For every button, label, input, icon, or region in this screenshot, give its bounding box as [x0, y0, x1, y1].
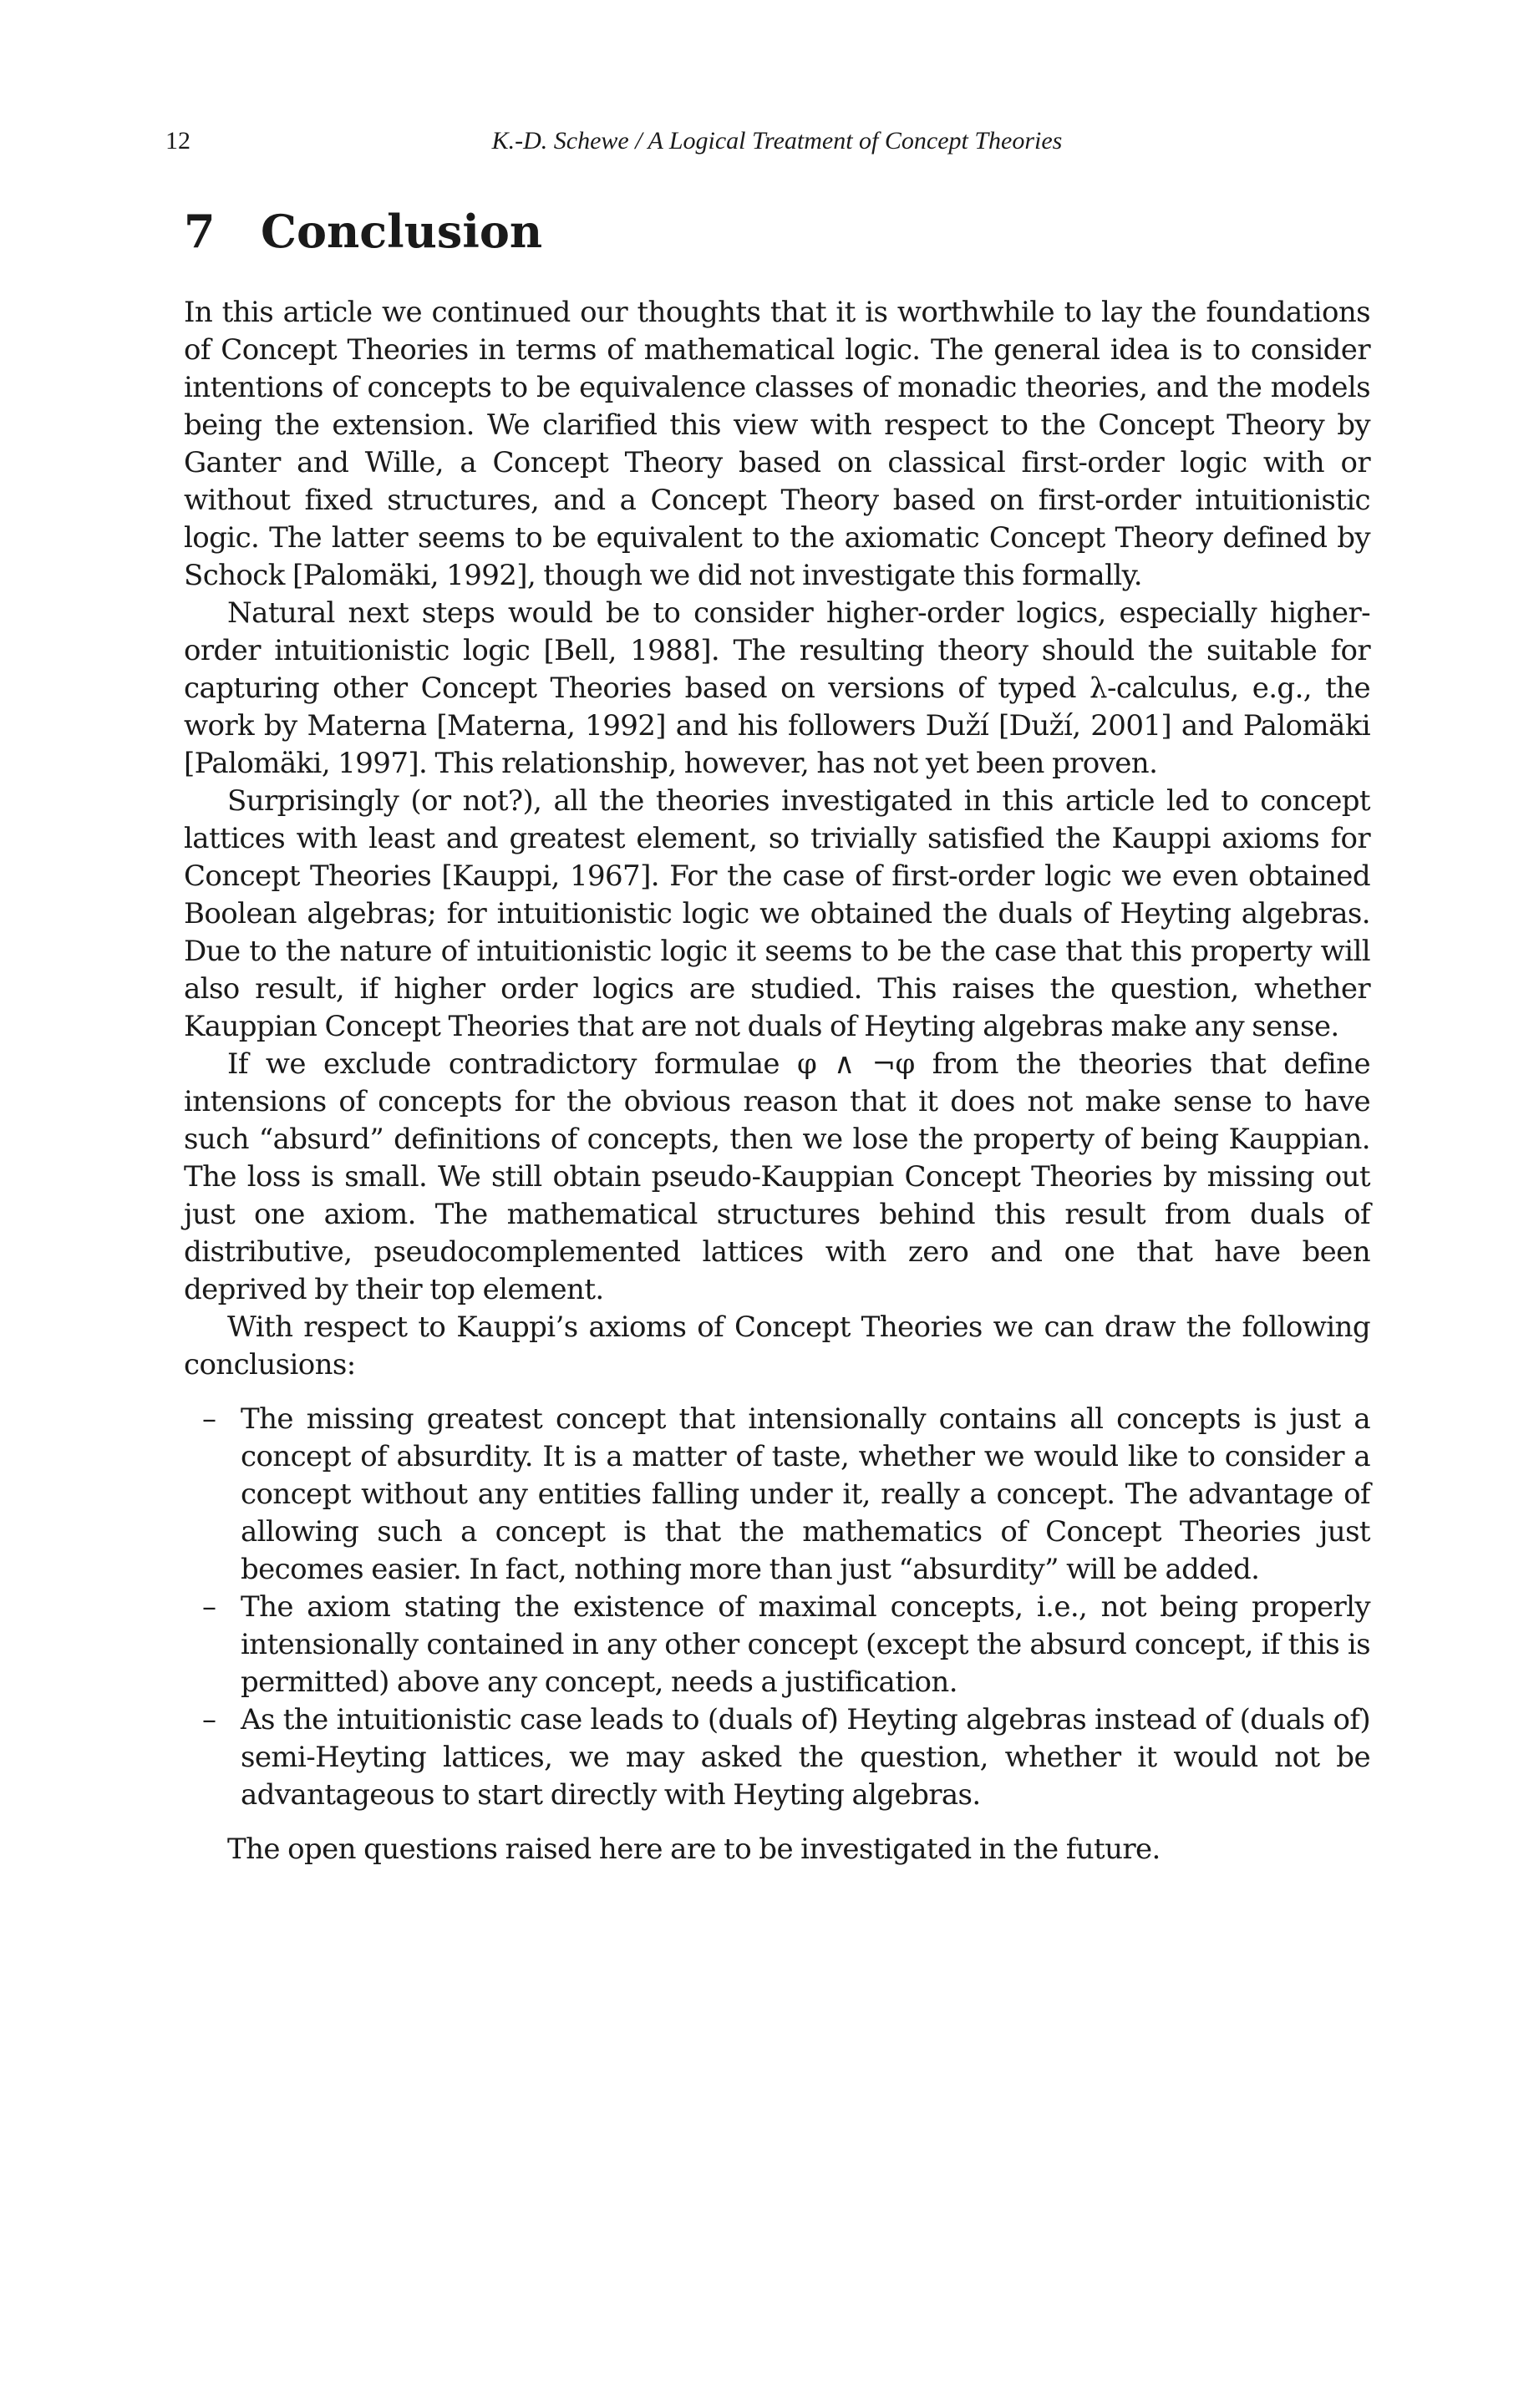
list-item-text: As the intuitionistic case leads to (duals of) Heyting algebras instead of (duals of) semi-Heyting lattices, we may asked the question, whether it would not be advantageous to start directly with Heyting algebras.	[241, 1703, 1370, 1812]
running-title: K.-D. Schewe / A Logical Treatment of Concept Theories	[491, 127, 1063, 155]
section-heading	[184, 205, 543, 258]
bullet-marker: –	[202, 1590, 216, 1624]
paragraph: In this article we continued our thoughts that it is worthwhile to lay the foundations of Concept Theories in terms of mathematical logic. The general idea is to consider intentions of concepts to be equivalence classes of monadic theories, and the models being the extension. We clarified this view with respect to the Concept Theory by Ganter and Wille, a Concept Theory based on classical first-order logic with or without fixed structures, and a Concept Theory based on first-order intuitionistic logic. The latter seems to be equivalent to the axiomatic Concept Theory defined by Schock [Palomäki, 1992], though we did not investigate this formally.	[184, 296, 1370, 592]
bullet-marker: –	[202, 1703, 216, 1736]
closing-paragraph: The open questions raised here are to be investigated in the future.	[227, 1833, 1161, 1866]
list-item	[184, 1701, 1370, 1814]
section-number: 7	[184, 205, 216, 258]
paragraph: If we exclude contradictory formulae φ ∧ ¬φ from the theories that define intensions of concepts for the obvious reason that it does not make sense to have such “absurd” definitions of concepts, then we lose the property of being Kauppian. The loss is small. We still obtain pseudo-Kauppian Concept Theories by missing out just one axiom. The mathematical structures behind this result from duals of distributive, pseudocomplemented lattices with zero and one that have been deprived by their top element.	[184, 1047, 1370, 1306]
list-item-text: The missing greatest concept that intensionally contains all concepts is just a concept of absurdity. It is a matter of taste, whether we would like to consider a concept without any entities falling under it, really a concept. The advantage of allowing such a concept is that the mathematics of Concept Theories just becomes easier. In fact, nothing more than just “absurdity” will be added.	[241, 1402, 1370, 1586]
section-title: Conclusion	[261, 205, 543, 258]
page-number: 12	[165, 127, 190, 155]
list-item	[184, 1589, 1370, 1701]
paragraph: Surprisingly (or not?), all the theories investigated in this article led to concept lattices with least and greatest element, so trivially satisfied the Kauppi axioms for Concept Theories [Kauppi, 1967]. For the case of first-order logic we even obtained Boolean algebras; for intuitionistic logic we obtained the duals of Heyting algebras. Due to the nature of intuitionistic logic it seems to be the case that this property will also result, if higher order logics are studied. This raises the question, whether Kauppian Concept Theories that are not duals of Heyting algebras make any sense.	[184, 784, 1370, 1043]
body-text	[184, 294, 1370, 1868]
list-item	[184, 1401, 1370, 1589]
conclusion-list	[184, 1401, 1370, 1814]
list-item-text: The axiom stating the existence of maximal concepts, i.e., not being properly intensionally contained in any other concept (except the absurd concept, if this is permitted) above any concept, needs a justification.	[241, 1590, 1370, 1699]
paragraph: Natural next steps would be to consider higher-order logics, especially higher-order intuitionistic logic [Bell, 1988]. The resulting theory should the suitable for capturing other Concept Theories based on versions of typed λ-calculus, e.g., the work by Materna [Materna, 1992] and his followers Duží [Duží, 2001] and Palomäki [Palomäki, 1997]. This relationship, however, has not yet been proven.	[184, 596, 1370, 780]
bullet-marker: –	[202, 1402, 216, 1436]
running-header	[165, 127, 1370, 160]
paragraph: With respect to Kauppi’s axioms of Concept Theories we can draw the following conclusions:	[184, 1310, 1370, 1381]
